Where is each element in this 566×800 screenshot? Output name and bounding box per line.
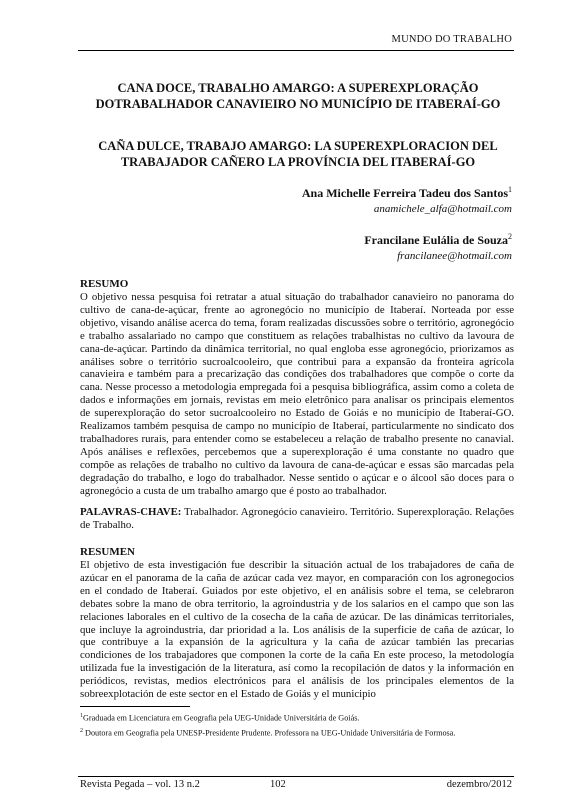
- author-1-footnote-mark: 1: [508, 185, 512, 194]
- footnote-1-mark: 1: [80, 713, 83, 719]
- footnote-rule: [80, 706, 190, 707]
- author-2-footnote-mark: 2: [508, 232, 512, 241]
- author-1: [302, 185, 512, 201]
- section-label: MUNDO DO TRABALHO: [391, 34, 512, 45]
- author-2: [364, 232, 512, 248]
- footnote-2-text: Doutora em Geografia pela UNESP-Presidente Prudente. Professora na UEG-Unidade Universitária de Formosa.: [83, 728, 456, 738]
- resumo-heading: RESUMO: [80, 278, 129, 290]
- resumen-body: El objetivo de esta investigación fue describir la situación actual de los trabajadores de caña de azúcar en el panorama de la caña de azúcar cada vez mayor, en comparación con los agronegocios en el condado de Itaberaí. Guiados por este objetivo, el en análisis sobre el tema, se celebraron debates sobre la mano de obra territorio, la agroindustria y de los salarios en el campo que son las relaciones laborales en el cultivo de la cosecha de la caña de azúcar. De las dinámicas territoriales, que incluye la agroindustria, dar prioridad a la. Los análisis de la superficie de caña de azúcar, lo que contribuye a la expansión de la agricultura y la caña de azúcar también las precarias condiciones de los trabajadores que componen la corte de la caña En este proceso, la metodología utilizada fue la investigación de la literatura, así como la recopilación de datos y la información en periódicos, revistas, medios electrónicos para el análisis de los principales elementos de la sobreexplotación de este sector en el Estado de Goiás y el municipio: [80, 559, 514, 701]
- footnote-1-text: Graduada em Licenciatura em Geografia pela UEG-Unidade Universitária de Goiás.: [83, 713, 360, 723]
- resumen-heading: RESUMEN: [80, 546, 136, 558]
- resumo-body: O objetivo nessa pesquisa foi retratar a atual situação do trabalhador canavieiro no panorama do cultivo de cana-de-açúcar, frente ao agronegócio no município de Itaberaí. Norteada por esse objetivo, visando análise acerca do tema, foram realizadas discussões sobre o território, agronegócio e trabalho assalariado no campo que constituem as relações trabalhistas no cultivo da lavoura de cana-de-açúcar. Partindo da dinâmica territorial, no qual engloba esse agronegócio, priorizamos as análises sobre o território sucroalcooleiro, que contribui para a expansão da fronteira agrícola canavieira e também para a precarização das condições dos trabalhadores que compõe o corte da cana. Nesse processo a metodologia empregada foi a pesquisa bibliográfica, assim como a coleta de dados e informações em jornais, revistas em meio eletrônico para analisar os principais elementos de superexploração do setor sucroalcooleiro no Estado de Goiás e no município de Itaberaí-GO. Realizamos também pesquisa de campo no município de Itaberaí, particularmente no sindicato dos trabalhadores rurais, para entender como se estabeleceu a relação de trabalho presente no canavial. Após análises e reflexões, percebemos que a superexploração é uma constante no quadro que compõe as relações de trabalho no cultivo da lavoura de cana-de-açúcar e essas são marcadas pela degradação do trabalho, e logo do trabalhador. Nesse sentido o açúcar e o álcool são doces para o agronegócio a custa de um trabalho amargo que é posto ao trabalhador.: [80, 291, 514, 497]
- author-2-email[interactable]: francilanee@hotmail.com: [397, 250, 512, 262]
- footnote-1: [80, 710, 514, 725]
- keywords-paragraph: [80, 506, 514, 532]
- footer-rule: [78, 776, 514, 777]
- footer-journal: Revista Pegada – vol. 13 n.2: [80, 779, 200, 790]
- title-portuguese: CANA DOCE, TRABALHO AMARGO: A SUPEREXPLORAÇÃO DOTRABALHADOR CANAVIEIRO NO MUNICÍPIO DE ITABERAÍ-GO: [95, 81, 501, 111]
- footnote-2: [80, 725, 514, 740]
- keywords-list: Trabalhador. Agronegócio canavieiro. Território. Superexploração. Relações de Trabalho.: [80, 506, 514, 531]
- keywords-label: PALAVRAS-CHAVE:: [80, 506, 182, 518]
- title-spanish: CAÑA DULCE, TRABAJO AMARGO: LA SUPEREXPLORACION DEL TRABAJADOR CAÑERO LA PROVÍNCIA DEL ITABERAÍ-GO: [98, 139, 498, 169]
- footer-date: dezembro/2012: [446, 779, 512, 790]
- footnotes: [80, 710, 514, 739]
- footer-page-number: 102: [270, 779, 286, 790]
- footnote-2-mark: 2: [80, 727, 83, 734]
- author-2-name: Francilane Eulália de Souza: [364, 233, 508, 247]
- author-1-email[interactable]: anamichele_alfa@hotmail.com: [373, 203, 512, 215]
- author-1-name: Ana Michelle Ferreira Tadeu dos Santos: [301, 186, 508, 200]
- header-rule: [78, 50, 514, 51]
